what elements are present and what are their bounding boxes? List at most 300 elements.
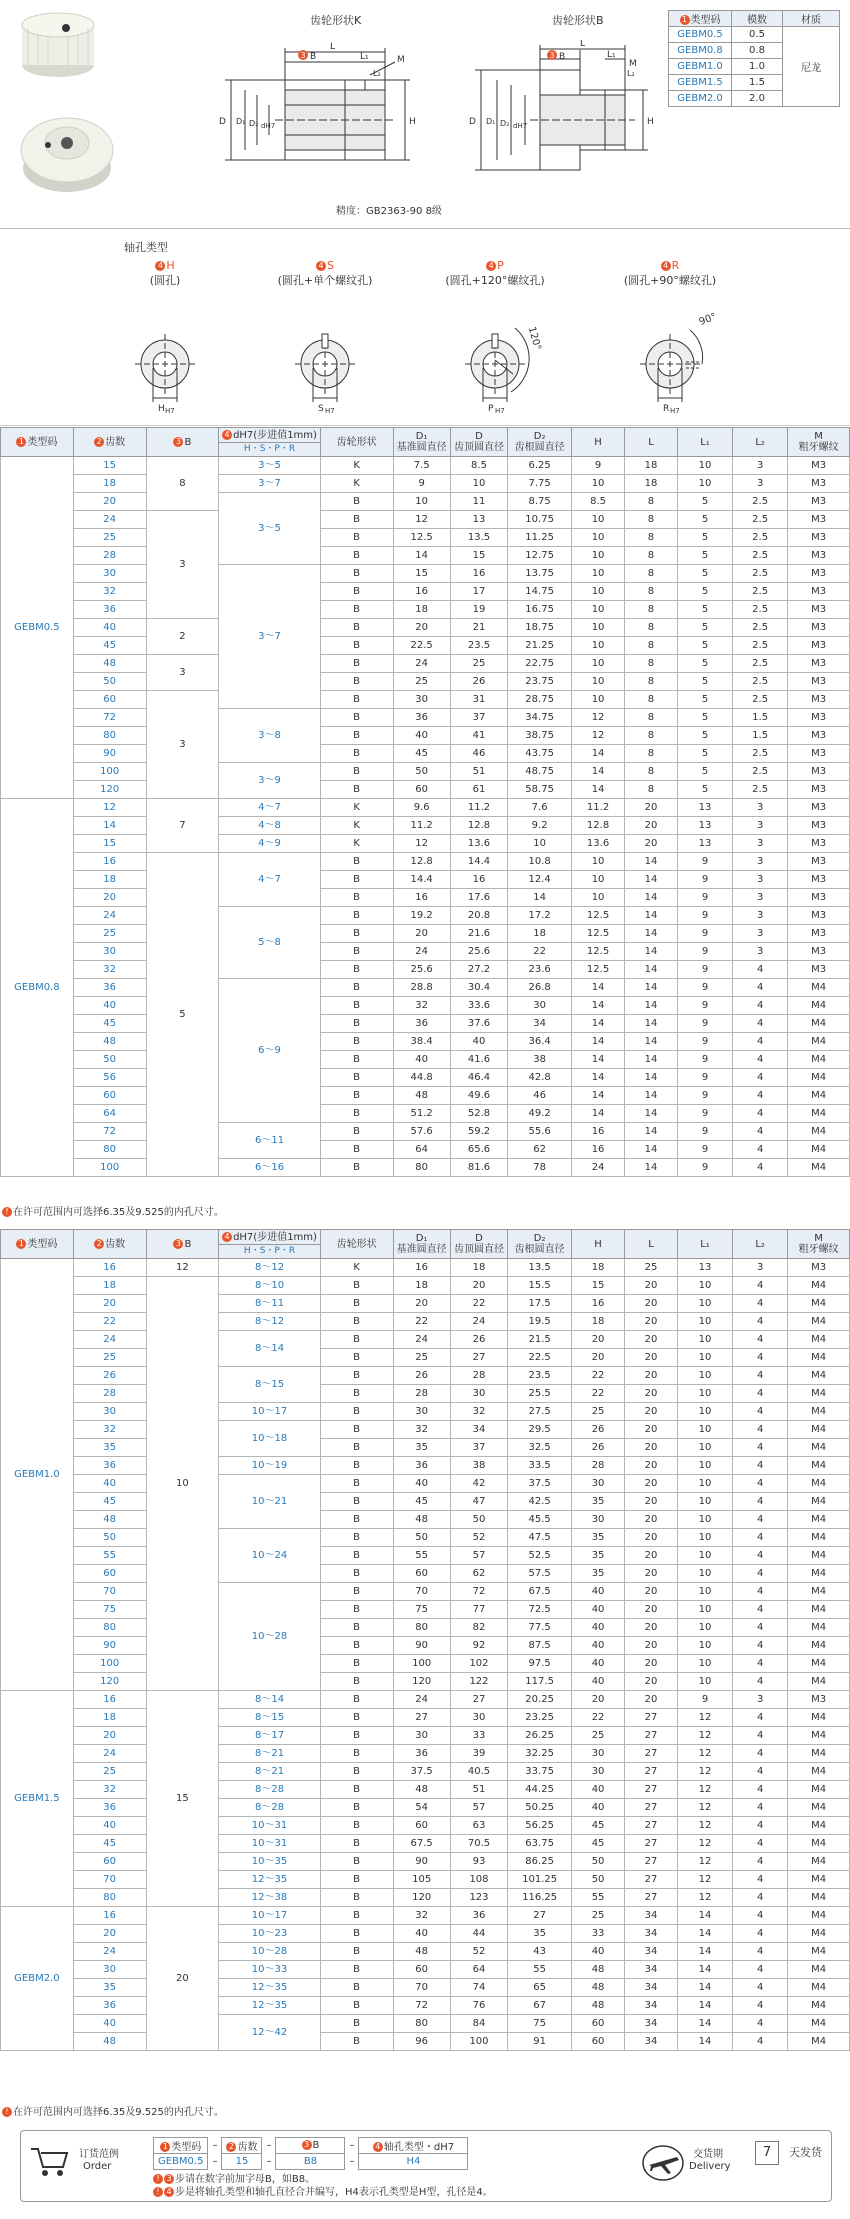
- l-value: 14: [625, 889, 678, 907]
- teeth-count: 16: [73, 1907, 146, 1925]
- table-row: [1, 727, 850, 745]
- col-dh7: 4 dH7(步进值1mm): [219, 1230, 320, 1245]
- d2-value: 65: [508, 1979, 572, 1997]
- l-value: 27: [625, 1781, 678, 1799]
- svg-text:R: R: [663, 404, 670, 414]
- d-value: 84: [450, 2015, 507, 2033]
- dh7-range: 10～19: [219, 1457, 320, 1475]
- l-value: 34: [625, 2015, 678, 2033]
- material-code: GEBM0.5: [669, 27, 732, 43]
- l1-value: 9: [677, 1033, 732, 1051]
- d-value: 82: [450, 1619, 507, 1637]
- col-l2: L₂: [733, 428, 788, 457]
- d1-value: 36: [393, 709, 450, 727]
- order-h3: 3 B: [276, 2138, 345, 2154]
- h-value: 60: [572, 2033, 625, 2051]
- gear-photo-k: [8, 10, 108, 80]
- l-value: 8: [625, 619, 678, 637]
- svg-text:H: H: [647, 117, 654, 127]
- m-thread: M3: [788, 565, 850, 583]
- d1-value: 55: [393, 1547, 450, 1565]
- dh7-range: 12～35: [219, 1979, 320, 1997]
- h-value: 11.2: [572, 799, 625, 817]
- d1-value: 48: [393, 1781, 450, 1799]
- d-value: 16: [450, 565, 507, 583]
- l2-value: 4: [733, 997, 788, 1015]
- table-row: [1, 1979, 850, 1997]
- teeth-count: 20: [73, 493, 146, 511]
- order-dash: –: [212, 2140, 218, 2151]
- d2-value: 72.5: [508, 1601, 572, 1619]
- l1-value: 12: [677, 1853, 732, 1871]
- l2-value: 4: [733, 1493, 788, 1511]
- d2-value: 30: [508, 997, 572, 1015]
- d2-value: 10: [508, 835, 572, 853]
- material-header-module: 模数: [732, 11, 783, 27]
- h-value: 10: [572, 853, 625, 871]
- table-row: [1, 1763, 850, 1781]
- teeth-count: 50: [73, 1051, 146, 1069]
- h-value: 10: [572, 673, 625, 691]
- order-table: [153, 2137, 468, 2170]
- gear-shape: B: [320, 709, 393, 727]
- material-module: 1.5: [732, 75, 783, 91]
- l1-value: 12: [677, 1745, 732, 1763]
- d2-value: 47.5: [508, 1529, 572, 1547]
- l-value: 20: [625, 1385, 678, 1403]
- m-thread: M3: [788, 889, 850, 907]
- d-value: 27.2: [450, 961, 507, 979]
- gear-shape: K: [320, 799, 393, 817]
- l2-value: 4: [733, 1763, 788, 1781]
- h-value: 35: [572, 1529, 625, 1547]
- d-value: 11.2: [450, 799, 507, 817]
- teeth-count: 32: [73, 583, 146, 601]
- h-value: 10: [572, 565, 625, 583]
- shaft-type-desc: (圆孔+90°螺纹孔): [623, 274, 717, 287]
- d-value: 102: [450, 1655, 507, 1673]
- l2-value: 4: [733, 1601, 788, 1619]
- l-value: 14: [625, 907, 678, 925]
- l-value: 14: [625, 1123, 678, 1141]
- table-row: [1, 619, 850, 637]
- l-value: 20: [625, 799, 678, 817]
- m-thread: M4: [788, 1997, 850, 2015]
- l1-value: 10: [677, 1385, 732, 1403]
- gear-shape: B: [320, 1159, 393, 1177]
- l-value: 18: [625, 457, 678, 475]
- l1-value: 10: [677, 1493, 732, 1511]
- table-row: [1, 907, 850, 925]
- gear-shape: B: [320, 1619, 393, 1637]
- d-value: 52: [450, 1529, 507, 1547]
- l-value: 14: [625, 1105, 678, 1123]
- svg-text:120°: 120°: [525, 325, 543, 352]
- l1-value: 10: [677, 1673, 732, 1691]
- d2-value: 18.75: [508, 619, 572, 637]
- d-value: 21: [450, 619, 507, 637]
- l2-value: 2.5: [733, 637, 788, 655]
- teeth-count: 80: [73, 1141, 146, 1159]
- d1-value: 12.8: [393, 853, 450, 871]
- d-value: 17.6: [450, 889, 507, 907]
- teeth-count: 80: [73, 1889, 146, 1907]
- b-value: 3: [146, 691, 219, 799]
- table-row: [1, 943, 850, 961]
- shaft-hole-icon: [85, 288, 245, 418]
- dh7-range: 6～16: [219, 1159, 320, 1177]
- l-value: 20: [625, 1691, 678, 1709]
- teeth-count: 36: [73, 1997, 146, 2015]
- order-dash: –: [266, 2140, 272, 2151]
- teeth-count: 45: [73, 1493, 146, 1511]
- l1-value: 5: [677, 637, 732, 655]
- l-value: 34: [625, 2033, 678, 2051]
- d1-value: 27: [393, 1709, 450, 1727]
- table-row: [1, 1583, 850, 1601]
- l-value: 8: [625, 709, 678, 727]
- order-dash: –: [349, 2156, 355, 2167]
- gear-shape: K: [320, 835, 393, 853]
- l2-value: 3: [733, 853, 788, 871]
- d2-value: 56.25: [508, 1817, 572, 1835]
- l1-value: 12: [677, 1763, 732, 1781]
- delivery-label-en: Delivery: [689, 2161, 731, 2172]
- gear-shape: B: [320, 1331, 393, 1349]
- l1-value: 5: [677, 655, 732, 673]
- teeth-count: 16: [73, 853, 146, 871]
- gear-shape: B: [320, 1439, 393, 1457]
- d2-value: 18: [508, 925, 572, 943]
- h-value: 35: [572, 1493, 625, 1511]
- h-value: 40: [572, 1637, 625, 1655]
- l-value: 20: [625, 1457, 678, 1475]
- col-l1: L₁: [677, 428, 732, 457]
- d1-value: 40: [393, 727, 450, 745]
- m-thread: M3: [788, 547, 850, 565]
- order-dash: –: [266, 2156, 272, 2167]
- l-value: 34: [625, 1907, 678, 1925]
- b-value: 3: [146, 511, 219, 619]
- l-value: 14: [625, 1087, 678, 1105]
- d1-value: 25.6: [393, 961, 450, 979]
- svg-text:L₁: L₁: [607, 50, 616, 60]
- order-h1: 1 类型码: [154, 2138, 208, 2154]
- gear-shape: B: [320, 1583, 393, 1601]
- l-value: 18: [625, 475, 678, 493]
- svg-text:D: D: [219, 117, 226, 127]
- h-value: 14: [572, 1105, 625, 1123]
- h-value: 22: [572, 1367, 625, 1385]
- d2-value: 42.5: [508, 1493, 572, 1511]
- d2-value: 19.5: [508, 1313, 572, 1331]
- delivery-label: 交货期: [693, 2149, 723, 2160]
- dh7-range: 3～5: [219, 493, 320, 565]
- gear-shape: B: [320, 1385, 393, 1403]
- d-value: 13: [450, 511, 507, 529]
- l2-value: 4: [733, 1961, 788, 1979]
- d-value: 108: [450, 1871, 507, 1889]
- l1-value: 5: [677, 763, 732, 781]
- m-thread: M4: [788, 1925, 850, 1943]
- l2-value: 2.5: [733, 511, 788, 529]
- l1-value: 13: [677, 835, 732, 853]
- l-value: 34: [625, 1943, 678, 1961]
- m-thread: M3: [788, 943, 850, 961]
- col-type: 1 类型码: [1, 428, 74, 457]
- d2-value: 10.75: [508, 511, 572, 529]
- l1-value: 12: [677, 1799, 732, 1817]
- l2-value: 2.5: [733, 745, 788, 763]
- teeth-count: 60: [73, 1853, 146, 1871]
- l1-value: 9: [677, 1105, 732, 1123]
- m-thread: M3: [788, 619, 850, 637]
- b-value: 20: [146, 1907, 219, 2051]
- dh7-range: 10～35: [219, 1853, 320, 1871]
- svg-text:L: L: [330, 42, 336, 52]
- shaft-type-desc: (圆孔+120°螺纹孔): [445, 274, 545, 287]
- l-value: 20: [625, 1601, 678, 1619]
- d2-value: 7.6: [508, 799, 572, 817]
- d1-value: 18: [393, 1277, 450, 1295]
- teeth-count: 20: [73, 889, 146, 907]
- gear-shape: B: [320, 583, 393, 601]
- d1-value: 11.2: [393, 817, 450, 835]
- d-value: 16: [450, 871, 507, 889]
- l1-value: 10: [677, 1439, 732, 1457]
- gear-shape: B: [320, 1277, 393, 1295]
- l-value: 27: [625, 1889, 678, 1907]
- m-thread: M4: [788, 1871, 850, 1889]
- l-value: 14: [625, 1069, 678, 1087]
- h-value: 40: [572, 1655, 625, 1673]
- table-row: [1, 1385, 850, 1403]
- d2-value: 22: [508, 943, 572, 961]
- l1-value: 9: [677, 1069, 732, 1087]
- table-row: [1, 1087, 850, 1105]
- material-table: [668, 10, 840, 107]
- dh7-range: 8～12: [219, 1259, 320, 1277]
- table-row: [1, 1817, 850, 1835]
- d1-value: 80: [393, 1159, 450, 1177]
- teeth-count: 16: [73, 1259, 146, 1277]
- d-value: 59.2: [450, 1123, 507, 1141]
- m-thread: M4: [788, 1709, 850, 1727]
- h-value: 10: [572, 475, 625, 493]
- h-value: 35: [572, 1565, 625, 1583]
- dh7-range: 10～33: [219, 1961, 320, 1979]
- l1-value: 9: [677, 1691, 732, 1709]
- d-value: 22: [450, 1295, 507, 1313]
- shaft-type-desc: (圆孔): [149, 274, 181, 287]
- d-value: 19: [450, 601, 507, 619]
- l2-value: 4: [733, 1817, 788, 1835]
- dh7-range: 10～31: [219, 1817, 320, 1835]
- table-row: [1, 1493, 850, 1511]
- d-value: 20.8: [450, 907, 507, 925]
- l1-value: 9: [677, 1087, 732, 1105]
- d1-value: 51.2: [393, 1105, 450, 1123]
- d-value: 72: [450, 1583, 507, 1601]
- material-header-material: 材质: [783, 11, 840, 27]
- m-thread: M4: [788, 1529, 850, 1547]
- col-m: M 粗牙螺纹: [788, 1230, 850, 1259]
- table-row: [1, 1943, 850, 1961]
- l-value: 20: [625, 1421, 678, 1439]
- dh7-range: 12～38: [219, 1889, 320, 1907]
- l1-value: 9: [677, 871, 732, 889]
- l2-value: 3: [733, 925, 788, 943]
- l-value: 20: [625, 1295, 678, 1313]
- svg-text:H7: H7: [495, 407, 505, 415]
- d1-value: 100: [393, 1655, 450, 1673]
- col-d2: D₂ 齿根圆直径: [508, 428, 572, 457]
- h-value: 40: [572, 1943, 625, 1961]
- col-hspr: H・S・P・R: [219, 1245, 320, 1259]
- d-value: 25: [450, 655, 507, 673]
- h-value: 60: [572, 2015, 625, 2033]
- l-value: 8: [625, 511, 678, 529]
- teeth-count: 75: [73, 1601, 146, 1619]
- m-thread: M3: [788, 763, 850, 781]
- l2-value: 4: [733, 1367, 788, 1385]
- teeth-count: 48: [73, 655, 146, 673]
- d-value: 34: [450, 1421, 507, 1439]
- l-value: 14: [625, 853, 678, 871]
- l-value: 14: [625, 1159, 678, 1177]
- gear-photo-b: [12, 88, 122, 198]
- m-thread: M4: [788, 1835, 850, 1853]
- h-value: 12.5: [572, 907, 625, 925]
- m-thread: M4: [788, 1277, 850, 1295]
- teeth-count: 18: [73, 1277, 146, 1295]
- dh7-range: 5～8: [219, 907, 320, 979]
- d-value: 76: [450, 1997, 507, 2015]
- l2-value: 2.5: [733, 763, 788, 781]
- d1-value: 44.8: [393, 1069, 450, 1087]
- l-value: 20: [625, 1475, 678, 1493]
- gear-shape: B: [320, 1907, 393, 1925]
- d2-value: 6.25: [508, 457, 572, 475]
- d-value: 81.6: [450, 1159, 507, 1177]
- order-dash: –: [349, 2140, 355, 2151]
- d2-value: 49.2: [508, 1105, 572, 1123]
- table-row: [1, 1015, 850, 1033]
- svg-text:D₂: D₂: [249, 119, 259, 128]
- d-value: 30: [450, 1709, 507, 1727]
- gear-shape: B: [320, 1015, 393, 1033]
- l1-value: 10: [677, 1601, 732, 1619]
- h-value: 24: [572, 1159, 625, 1177]
- l1-value: 10: [677, 1421, 732, 1439]
- teeth-count: 28: [73, 547, 146, 565]
- d2-value: 37.5: [508, 1475, 572, 1493]
- d1-value: 75: [393, 1601, 450, 1619]
- m-thread: M3: [788, 925, 850, 943]
- m-thread: M4: [788, 1511, 850, 1529]
- d2-value: 26.8: [508, 979, 572, 997]
- gear-shape: B: [320, 2015, 393, 2033]
- l1-value: 9: [677, 853, 732, 871]
- l2-value: 2.5: [733, 565, 788, 583]
- l1-value: 10: [677, 475, 732, 493]
- l2-value: 3: [733, 475, 788, 493]
- type-code: GEBM0.8: [1, 799, 74, 1177]
- svg-text:H7: H7: [325, 407, 335, 415]
- teeth-count: 50: [73, 1529, 146, 1547]
- l1-value: 10: [677, 1619, 732, 1637]
- m-thread: M4: [788, 1367, 850, 1385]
- table-row: [1, 1601, 850, 1619]
- gear-shape: B: [320, 673, 393, 691]
- l2-value: 4: [733, 1529, 788, 1547]
- l-value: 20: [625, 1655, 678, 1673]
- gear-shape: B: [320, 997, 393, 1015]
- d-value: 14.4: [450, 853, 507, 871]
- table-row: [1, 583, 850, 601]
- teeth-count: 45: [73, 637, 146, 655]
- dh7-range: 10～24: [219, 1529, 320, 1583]
- svg-text:L: L: [580, 40, 586, 49]
- l1-value: 5: [677, 619, 732, 637]
- l2-value: 4: [733, 1889, 788, 1907]
- d-value: 51: [450, 1781, 507, 1799]
- table-row: [1, 1069, 850, 1087]
- gear-shape: B: [320, 1691, 393, 1709]
- l1-value: 9: [677, 1051, 732, 1069]
- gear-shape: B: [320, 1105, 393, 1123]
- l1-value: 10: [677, 1529, 732, 1547]
- l1-value: 10: [677, 1457, 732, 1475]
- l-value: 8: [625, 655, 678, 673]
- dh7-range: 10～21: [219, 1475, 320, 1529]
- drawing-section: [0, 0, 850, 229]
- col-shape: 齿轮形状: [320, 428, 393, 457]
- d-value: 40: [450, 1033, 507, 1051]
- d1-value: 120: [393, 1673, 450, 1691]
- shaft-type-p: [415, 259, 575, 421]
- l1-value: 5: [677, 691, 732, 709]
- d2-value: 20.25: [508, 1691, 572, 1709]
- type-code: GEBM1.5: [1, 1691, 74, 1907]
- h-value: 40: [572, 1601, 625, 1619]
- teeth-count: 60: [73, 691, 146, 709]
- d1-value: 70: [393, 1583, 450, 1601]
- table-row: [1, 1457, 850, 1475]
- material-module: 0.8: [732, 43, 783, 59]
- gear-shape: B: [320, 1493, 393, 1511]
- m-thread: M4: [788, 997, 850, 1015]
- svg-text:H7: H7: [670, 407, 680, 415]
- l2-value: 4: [733, 1943, 788, 1961]
- teeth-count: 120: [73, 781, 146, 799]
- l-value: 20: [625, 1439, 678, 1457]
- l1-value: 10: [677, 1547, 732, 1565]
- col-l2: L₂: [733, 1230, 788, 1259]
- table-row: [1, 1349, 850, 1367]
- table-row: [1, 817, 850, 835]
- d2-value: 13.75: [508, 565, 572, 583]
- m-thread: M3: [788, 709, 850, 727]
- gear-shape: B: [320, 1141, 393, 1159]
- l1-value: 9: [677, 961, 732, 979]
- l1-value: 14: [677, 1943, 732, 1961]
- gear-shape: B: [320, 1943, 393, 1961]
- table-row: [1, 871, 850, 889]
- d-value: 44: [450, 1925, 507, 1943]
- h-value: 22: [572, 1385, 625, 1403]
- l2-value: 4: [733, 1781, 788, 1799]
